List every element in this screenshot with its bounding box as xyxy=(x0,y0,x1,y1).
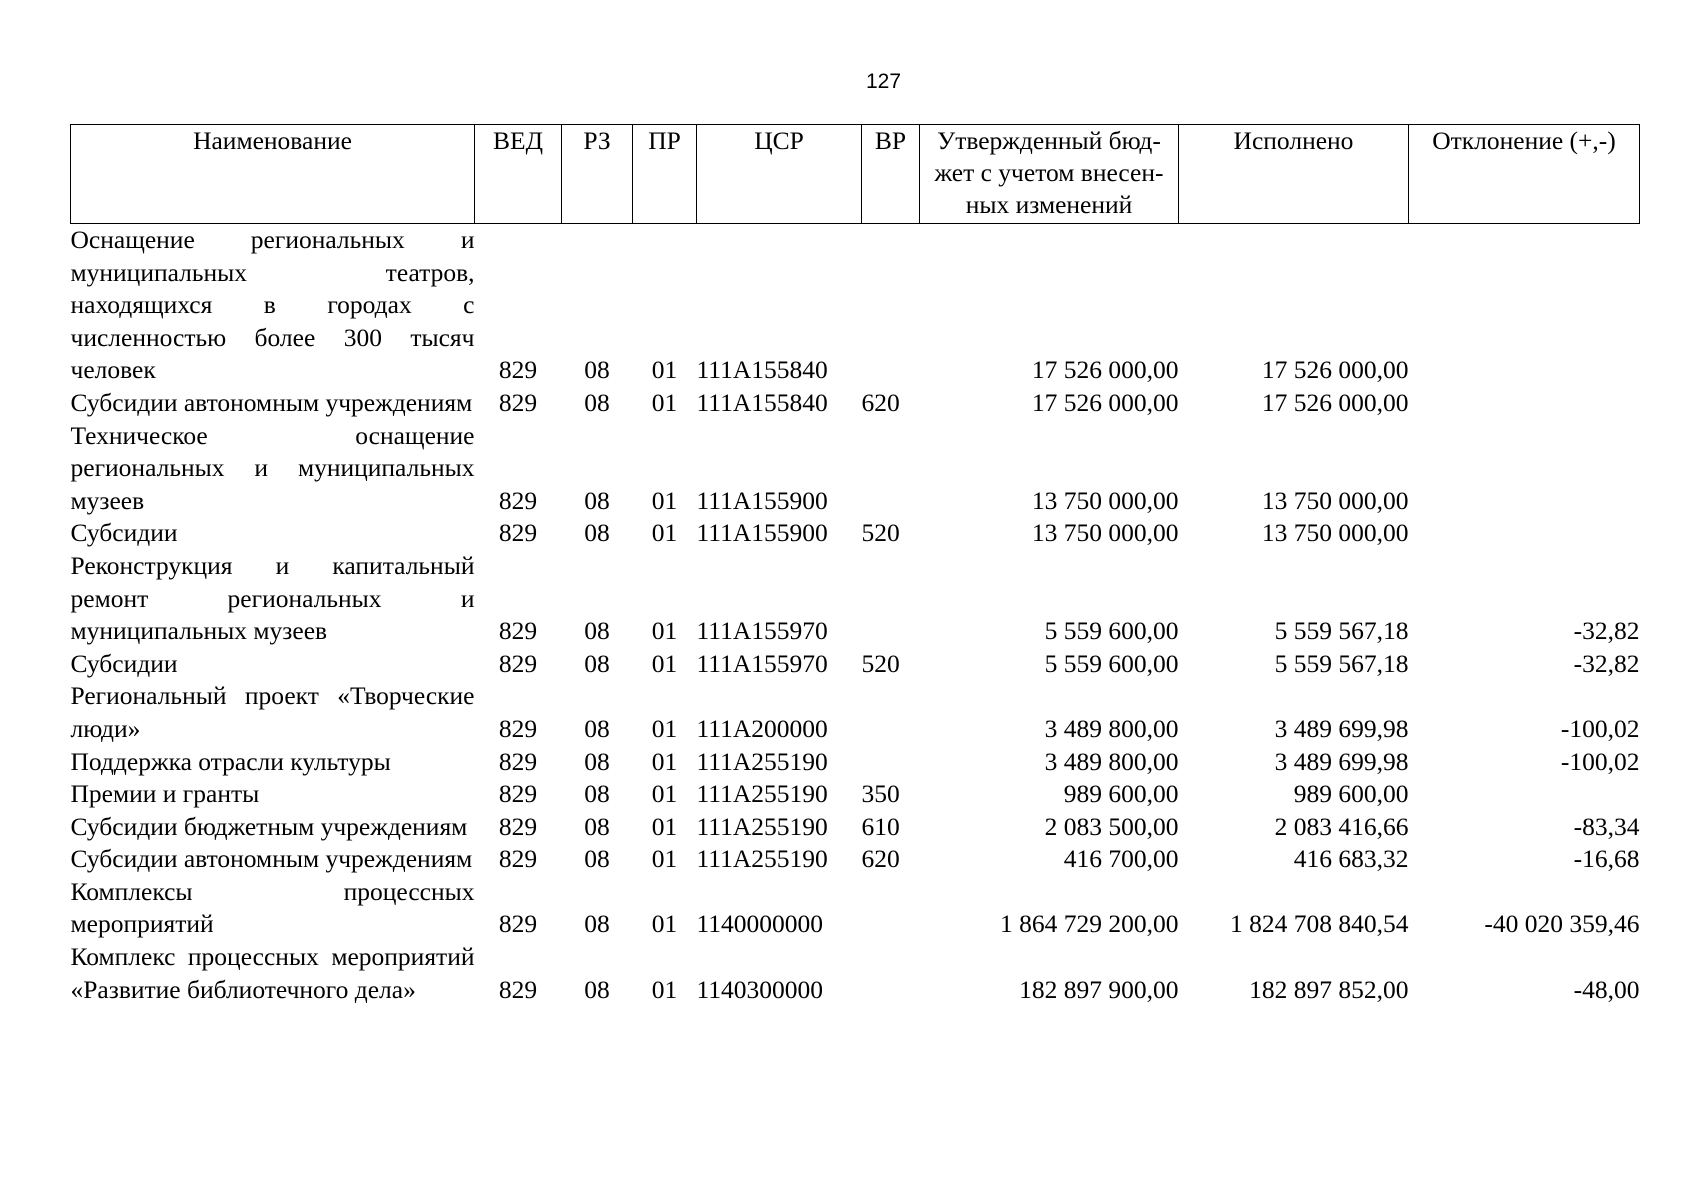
cell-rz: 08 xyxy=(584,811,610,841)
cell-deviation: -83,34 xyxy=(1573,811,1640,841)
cell-executed: 13 750 000,00 xyxy=(1261,518,1409,548)
cell-ved: 829 xyxy=(498,485,538,515)
cell-name: Техническое оснащение региональных и муниципальных музеев xyxy=(70,420,475,515)
cell-pr: 01 xyxy=(651,909,678,939)
cell-pr: 01 xyxy=(651,355,678,385)
cell-deviation: -48,00 xyxy=(1573,974,1640,1004)
header-budget: Утвержденный бюд-жет с учетом внесен-ных изменений xyxy=(920,125,1179,224)
cell-vr: 610 xyxy=(861,811,900,841)
cell-name: Премии и гранты xyxy=(70,779,260,809)
cell-ved: 829 xyxy=(498,811,538,841)
cell-csr: 111A155900 xyxy=(696,518,828,548)
cell-csr: 111A155840 xyxy=(696,355,828,385)
cell-csr: 111A155840 xyxy=(696,387,828,417)
header-rz: РЗ xyxy=(562,125,633,224)
cell-executed: 3 489 699,98 xyxy=(1274,746,1409,776)
cell-executed: 2 083 416,66 xyxy=(1274,811,1409,841)
cell-budget: 5 559 600,00 xyxy=(1044,616,1179,646)
table-row xyxy=(71,648,1640,681)
table-row xyxy=(71,224,1640,387)
cell-ved: 829 xyxy=(498,779,538,809)
header-deviation: Отклонение (+,-) xyxy=(1409,125,1640,224)
cell-executed: 416 683,32 xyxy=(1293,844,1409,874)
page-number: 127 xyxy=(865,70,902,93)
cell-vr xyxy=(862,224,920,387)
cell-pr: 01 xyxy=(651,779,678,809)
cell-name: Субсидии бюджетным учреждениям xyxy=(70,811,468,841)
table-row xyxy=(71,420,1640,518)
cell-name: Субсидии автономным учреждениям xyxy=(70,844,473,874)
cell-vr xyxy=(862,680,920,745)
cell-csr: 111A155900 xyxy=(696,485,828,515)
budget-execution-table xyxy=(70,124,1640,1006)
table-row xyxy=(71,387,1640,420)
cell-pr: 01 xyxy=(651,713,678,743)
cell-rz: 08 xyxy=(584,387,610,417)
cell-ved: 829 xyxy=(498,713,538,743)
cell-budget: 3 489 800,00 xyxy=(1044,713,1179,743)
header-csr: ЦСР xyxy=(697,125,862,224)
cell-budget: 416 700,00 xyxy=(1063,844,1179,874)
cell-csr: 111A255190 xyxy=(696,844,828,874)
cell-deviation: -32,82 xyxy=(1573,648,1640,678)
cell-ved: 829 xyxy=(498,909,538,939)
cell-deviation: -32,82 xyxy=(1573,616,1640,646)
cell-csr: 111A255190 xyxy=(696,811,828,841)
cell-name: Поддержка отрасли культуры xyxy=(70,746,391,776)
cell-deviation: -100,02 xyxy=(1560,746,1640,776)
cell-budget: 5 559 600,00 xyxy=(1044,648,1179,678)
cell-budget: 989 600,00 xyxy=(1063,779,1179,809)
cell-csr: 111A255190 xyxy=(696,746,828,776)
cell-deviation xyxy=(1409,517,1640,550)
cell-vr: 620 xyxy=(861,844,900,874)
cell-budget: 182 897 900,00 xyxy=(1019,974,1179,1004)
cell-budget: 2 083 500,00 xyxy=(1044,811,1179,841)
cell-vr xyxy=(862,941,920,1006)
cell-executed: 17 526 000,00 xyxy=(1261,355,1409,385)
cell-name: Реконструкция и капитальный ремонт региональных и муниципальных музеев xyxy=(70,550,475,646)
cell-vr xyxy=(862,550,920,648)
cell-pr: 01 xyxy=(651,746,678,776)
cell-ved: 829 xyxy=(498,616,538,646)
cell-name: Оснащение региональных и муниципальных театров, находящихся в городах с численностью более 300 тысяч человек xyxy=(70,225,475,385)
cell-executed: 182 897 852,00 xyxy=(1249,974,1409,1004)
header-vr: ВР xyxy=(862,125,920,224)
cell-vr xyxy=(862,420,920,518)
cell-pr: 01 xyxy=(651,974,678,1004)
cell-budget: 13 750 000,00 xyxy=(1031,485,1179,515)
header-name: Наименование xyxy=(71,125,475,224)
cell-pr: 01 xyxy=(651,844,678,874)
cell-pr: 01 xyxy=(651,518,678,548)
cell-rz: 08 xyxy=(584,844,610,874)
header-ved: ВЕД xyxy=(475,125,562,224)
table-row xyxy=(71,876,1640,941)
cell-budget: 3 489 800,00 xyxy=(1044,746,1179,776)
cell-rz: 08 xyxy=(584,713,610,743)
table-row xyxy=(71,680,1640,745)
cell-name: Комплекс процессных мероприятий «Развитие библиотечного дела» xyxy=(70,942,475,1004)
cell-csr: 1140300000 xyxy=(696,974,824,1004)
cell-ved: 829 xyxy=(498,974,538,1004)
cell-deviation xyxy=(1409,387,1640,420)
cell-rz: 08 xyxy=(584,779,610,809)
cell-csr: 111A155970 xyxy=(696,648,828,678)
cell-pr: 01 xyxy=(651,648,678,678)
cell-executed: 3 489 699,98 xyxy=(1274,713,1409,743)
cell-csr: 111A200000 xyxy=(696,713,828,743)
cell-name: Комплексы процессных мероприятий xyxy=(70,876,475,939)
cell-name: Субсидии автономным учреждениям xyxy=(70,387,473,417)
cell-budget: 17 526 000,00 xyxy=(1031,355,1179,385)
cell-ved: 829 xyxy=(498,648,538,678)
cell-deviation xyxy=(1409,420,1640,518)
cell-rz: 08 xyxy=(584,355,610,385)
cell-vr: 520 xyxy=(861,518,900,548)
cell-executed: 989 600,00 xyxy=(1293,779,1409,809)
table-row xyxy=(71,746,1640,779)
cell-vr: 520 xyxy=(861,648,900,678)
cell-budget: 17 526 000,00 xyxy=(1031,387,1179,417)
cell-deviation: -40 020 359,46 xyxy=(1484,909,1640,939)
table-row xyxy=(71,517,1640,550)
table-row xyxy=(71,843,1640,876)
table-row xyxy=(71,811,1640,844)
cell-executed: 17 526 000,00 xyxy=(1261,387,1409,417)
cell-name: Региональный проект «Творческие люди» xyxy=(70,681,475,743)
cell-name: Субсидии xyxy=(70,648,178,678)
cell-name: Субсидии xyxy=(70,518,178,548)
cell-budget: 13 750 000,00 xyxy=(1031,518,1179,548)
cell-deviation: -16,68 xyxy=(1573,844,1640,874)
cell-executed: 13 750 000,00 xyxy=(1261,485,1409,515)
cell-vr: 620 xyxy=(861,387,900,417)
cell-rz: 08 xyxy=(584,746,610,776)
cell-csr: 111A155970 xyxy=(696,616,828,646)
cell-csr: 111A255190 xyxy=(696,779,828,809)
cell-vr: 350 xyxy=(861,779,900,809)
cell-deviation: -100,02 xyxy=(1560,713,1640,743)
cell-deviation xyxy=(1409,224,1640,387)
cell-ved: 829 xyxy=(498,387,538,417)
cell-pr: 01 xyxy=(651,387,678,417)
cell-rz: 08 xyxy=(584,616,610,646)
cell-executed: 5 559 567,18 xyxy=(1274,616,1409,646)
cell-ved: 829 xyxy=(498,355,538,385)
cell-ved: 829 xyxy=(498,518,538,548)
table-body xyxy=(71,224,1640,1007)
header-pr: ПР xyxy=(633,125,697,224)
header-executed: Исполнено xyxy=(1179,125,1409,224)
table-row xyxy=(71,778,1640,811)
cell-executed: 1 824 708 840,54 xyxy=(1230,909,1409,939)
cell-pr: 01 xyxy=(651,485,678,515)
cell-pr: 01 xyxy=(651,616,678,646)
table-header-row xyxy=(71,125,1640,224)
cell-rz: 08 xyxy=(584,648,610,678)
cell-ved: 829 xyxy=(498,746,538,776)
table-row xyxy=(71,941,1640,1006)
cell-deviation xyxy=(1409,778,1640,811)
cell-vr xyxy=(862,876,920,941)
cell-rz: 08 xyxy=(584,974,610,1004)
cell-budget: 1 864 729 200,00 xyxy=(1000,909,1179,939)
cell-pr: 01 xyxy=(651,811,678,841)
cell-rz: 08 xyxy=(584,909,610,939)
cell-ved: 829 xyxy=(498,844,538,874)
cell-vr xyxy=(862,746,920,779)
cell-rz: 08 xyxy=(584,518,610,548)
table-row xyxy=(71,550,1640,648)
cell-rz: 08 xyxy=(584,485,610,515)
cell-csr: 1140000000 xyxy=(696,909,824,939)
cell-executed: 5 559 567,18 xyxy=(1274,648,1409,678)
